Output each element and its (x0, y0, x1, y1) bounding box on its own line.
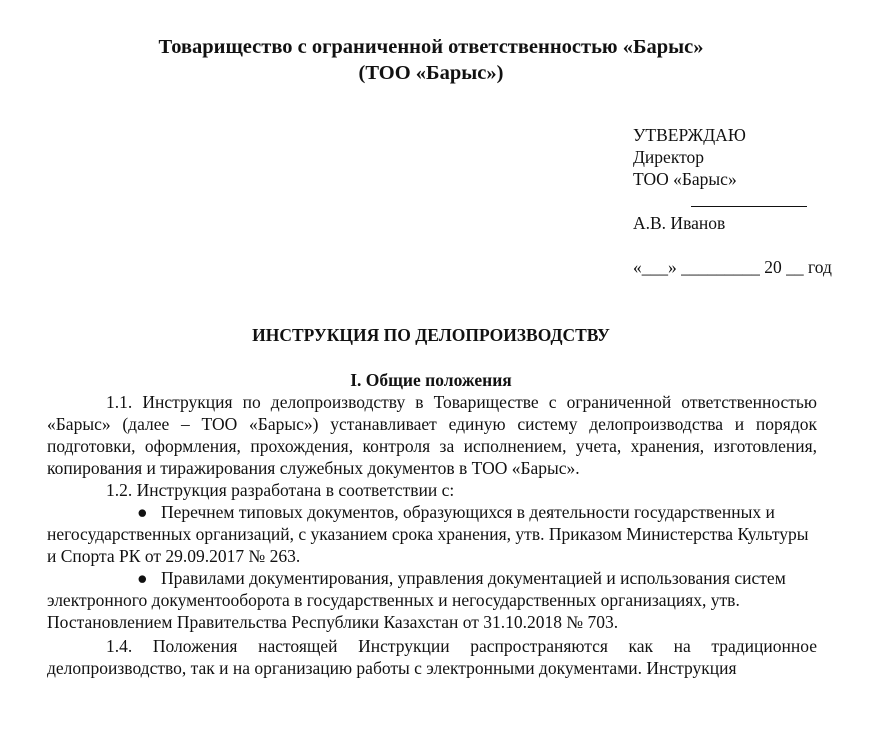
approver-organization: ТОО «Барыс» (633, 169, 737, 189)
signature-line-row (633, 190, 832, 212)
list-item-text: Перечнем типовых документов, образующихся в деятельности государственных и негосударственных организаций, с указанием срока хранения, утв. Приказом Министерства Культуры и Спорта РК от 29.09.2017 № 263. (47, 502, 809, 566)
organization-short-name: (ТОО «Барыс») (358, 62, 504, 84)
list-item (47, 501, 817, 567)
paragraph-1-2: 1.2. Инструкция разработана в соответствии с: (106, 480, 455, 500)
approve-label: УТВЕРЖДАЮ (633, 125, 746, 145)
organization-name: Товарищество с ограниченной ответственностью «Барыс» (158, 36, 704, 58)
approval-block (633, 124, 832, 278)
approver-position: Директор (633, 147, 705, 167)
approval-date: «___» _________ 20 __ год (633, 257, 832, 277)
paragraph-1-4: 1.4. Положения настоящей Инструкции распространяются как на традиционное делопроизводство, так и на организацию работы с электронными документами. Инструкция (47, 636, 817, 678)
section-title: I. Общие положения (350, 370, 512, 390)
signature-line (691, 192, 807, 207)
bullet-icon: ● (137, 502, 148, 522)
approver-name: А.В. Иванов (633, 213, 726, 233)
list-item-text: Правилами документирования, управления документацией и использования систем электронного документооборота в государственных и негосударственных организациях, утв. Постановлением Правительства Республики Казахстан от 31.10.2018 № 703. (47, 568, 786, 632)
paragraph-1-1: 1.1. Инструкция по делопроизводству в Товариществе с ограниченной ответственностью «Барыс» (далее – ТОО «Барыс») устанавливает единую систему делопроизводства и порядок подготовки, оформления, прохождения, контроля за исполнением, учета, хранения, изготовления, копирования и тиражирования служебных документов в ТОО «Барыс». (47, 392, 817, 478)
document-title: ИНСТРУКЦИЯ ПО ДЕЛОПРОИЗВОДСТВУ (252, 325, 610, 345)
document-body (47, 391, 817, 679)
bullet-icon: ● (137, 568, 148, 588)
organization-header (0, 34, 862, 86)
list-item (47, 567, 817, 633)
